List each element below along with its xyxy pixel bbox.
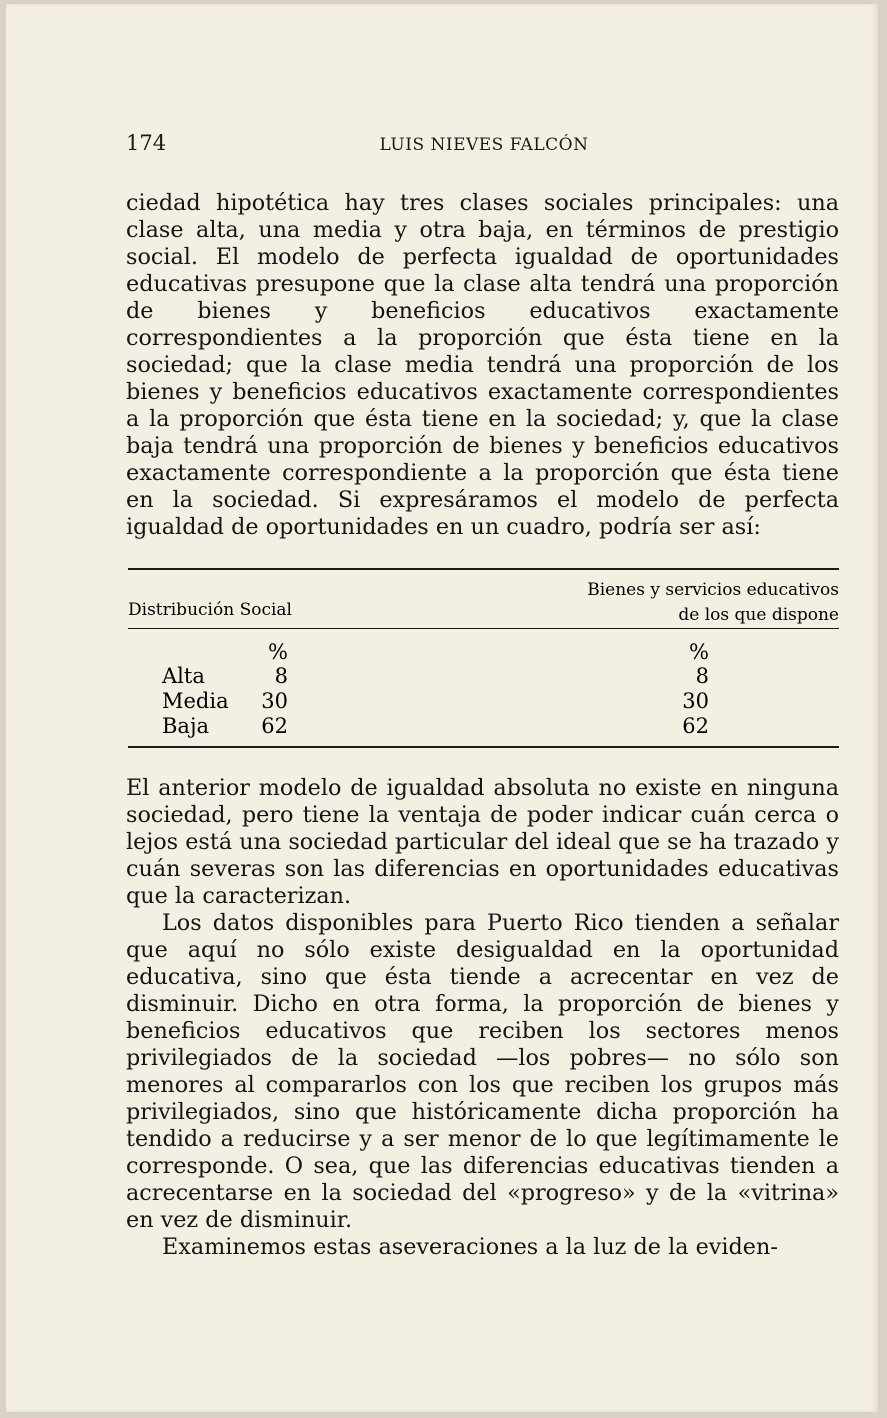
bienes-header-line1: Bienes y servicios educativos (587, 580, 839, 600)
table-top-rule (128, 568, 839, 570)
distribution-table (126, 566, 839, 756)
unit-social: % (268, 640, 288, 664)
row-label: Media (162, 689, 229, 713)
row-social-value: 8 (274, 664, 288, 688)
table-header-distribucion: Distribución Social (128, 600, 292, 620)
table-header-bienes (587, 578, 839, 628)
running-head: LUIS NIEVES FALCÓN (379, 135, 589, 155)
row-label: Baja (162, 714, 209, 738)
row-bienes-value: 30 (682, 689, 709, 713)
page-header (126, 131, 842, 161)
body-paragraph-1 (126, 190, 839, 541)
table-header-rule (128, 628, 839, 629)
row-social-value: 30 (261, 689, 288, 713)
unit-bienes: % (689, 640, 709, 664)
row-bienes-value: 8 (695, 664, 709, 688)
row-label: Alta (162, 664, 205, 688)
paragraph-text: ciedad hipotética hay tres clases sociales principales: una clase alta, una media y otra baja, en términos de prestigio social. El modelo de perfecta igualdad de oportunidades educativas presupone que la clase alta tendrá una proporción de bienes y beneficios educativos exactamente correspondientes a la proporción que ésta tiene en la sociedad; que la clase media tendrá una proporción de los bienes y beneficios educativos exactamente correspondientes a la proporción que ésta tiene en la sociedad; y, que la clase baja tendrá una proporción de bienes y beneficios educativos exactamente correspondiente a la proporción que ésta tiene en la sociedad. Si expresáramos el modelo de perfecta igualdad de oportunidades en un cuadro, podría ser así: (126, 190, 839, 540)
paragraph-text: El anterior modelo de igualdad absoluta no existe en ninguna sociedad, pero tiene la ventaja de poder indicar cuán cerca o lejos está una sociedad particular del ideal que se ha trazado y cuán severas son las diferencias en oportunidades educativas que la caracterizan. (126, 775, 839, 909)
paragraph-text: Examinemos estas aseveraciones a la luz de la eviden- (162, 1234, 778, 1260)
row-bienes-value: 62 (682, 714, 709, 738)
table-bottom-rule (128, 746, 839, 748)
row-social-value: 62 (261, 714, 288, 738)
paragraph-text: Los datos disponibles para Puerto Rico tienden a señalar que aquí no sólo existe desigualdad en la oportunidad educativa, sino que ésta tiende a acrecentar en vez de disminuir. Dicho en otra forma, la proporción de bienes y beneficios educativos que reciben los sectores menos privilegiados de la sociedad —los pobres— no sólo son menores al compararlos con los que reciben los grupos más privilegiados, sino que históricamente dicha proporción ha tendido a reducirse y a ser menor de lo que legítimamente le corresponde. O sea, que las diferencias educativas tienden a acrecentarse en la sociedad del «progreso» y de la «vitrina» en vez de disminuir. (126, 910, 839, 1233)
body-paragraphs-2-4 (126, 775, 839, 1261)
page-number: 174 (126, 131, 167, 155)
bienes-header-line2: de los que dispone (678, 605, 839, 625)
